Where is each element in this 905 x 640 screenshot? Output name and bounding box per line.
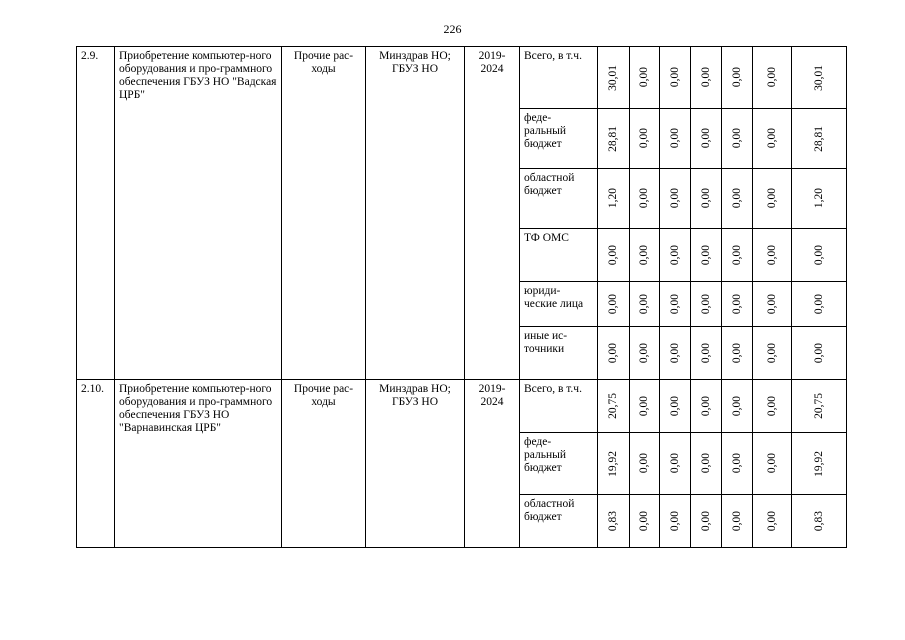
amount-cell <box>792 327 847 380</box>
amount-value: 0,00 <box>638 244 650 266</box>
amount-value: 0,00 <box>607 244 619 266</box>
amount-value: 0,83 <box>812 510 825 532</box>
amount-cell <box>660 169 691 229</box>
amount-value: 0,00 <box>699 244 712 266</box>
amount-cell <box>660 109 691 169</box>
amount-cell <box>792 495 847 548</box>
amount-cell <box>630 229 660 282</box>
amount-value: 0,00 <box>765 510 778 532</box>
amount-cell <box>722 169 753 229</box>
executor: Минздрав НО; ГБУЗ НО <box>366 380 465 548</box>
amount-cell <box>722 282 753 327</box>
amount-value: 0,00 <box>668 510 681 532</box>
page-number: 226 <box>443 22 462 36</box>
amount-cell <box>691 433 722 495</box>
amount-value: 0,00 <box>765 188 778 209</box>
amount-value: 0,00 <box>638 395 650 417</box>
amount-value: 0,00 <box>668 128 681 149</box>
amount-value: 0,00 <box>638 342 650 364</box>
amount-cell <box>792 47 847 109</box>
amount-value: 0,00 <box>699 510 712 532</box>
amount-cell <box>722 327 753 380</box>
amount-value: 0,00 <box>668 342 681 364</box>
amount-value: 0,00 <box>638 510 650 532</box>
item-name: Приобретение компьютер-ного оборудования и про-граммного обеспечения ГБУЗ НО "Вадская ЦРБ" <box>115 47 282 380</box>
amount-value: 0,00 <box>638 67 650 88</box>
amount-cell <box>792 229 847 282</box>
amount-value: 0,00 <box>699 188 712 209</box>
amount-value: 0,00 <box>765 293 778 315</box>
amount-cell <box>630 380 660 433</box>
amount-cell <box>753 495 792 548</box>
amount-cell <box>691 47 722 109</box>
amount-value: 0,00 <box>699 67 712 88</box>
amount-value: 0,00 <box>699 293 712 315</box>
amount-cell <box>660 282 691 327</box>
amount-cell <box>660 229 691 282</box>
amount-value: 0,00 <box>765 67 778 88</box>
funding-source-label: Всего, в т.ч. <box>520 47 598 109</box>
amount-value: 0,00 <box>607 342 619 364</box>
amount-value: 0,00 <box>668 244 681 266</box>
amount-value: 0,00 <box>668 395 681 417</box>
amount-cell <box>753 169 792 229</box>
table-row <box>77 47 847 109</box>
amount-value: 30,01 <box>607 64 619 91</box>
amount-cell <box>630 433 660 495</box>
funding-source-label: Всего, в т.ч. <box>520 380 598 433</box>
amount-cell <box>598 380 630 433</box>
item-number: 2.10. <box>77 380 115 548</box>
amount-value: 0,00 <box>730 67 743 88</box>
amount-value: 0,83 <box>607 510 619 532</box>
amount-value: 0,00 <box>765 342 778 364</box>
amount-value: 30,01 <box>812 64 825 91</box>
amount-cell <box>691 282 722 327</box>
amount-cell <box>630 169 660 229</box>
amount-value: 0,00 <box>730 395 743 417</box>
funding-source-label: феде-ральный бюджет <box>520 433 598 495</box>
period: 2019-2024 <box>465 47 520 380</box>
amount-cell <box>660 380 691 433</box>
amount-cell <box>753 47 792 109</box>
amount-value: 0,00 <box>730 342 743 364</box>
amount-cell <box>691 380 722 433</box>
amount-value: 0,00 <box>730 510 743 532</box>
amount-cell <box>792 109 847 169</box>
amount-value: 0,00 <box>699 128 712 149</box>
table-body <box>77 47 847 548</box>
amount-value: 0,00 <box>765 453 778 474</box>
amount-cell <box>630 282 660 327</box>
expense-type: Прочие рас-ходы <box>282 47 366 380</box>
amount-cell <box>691 327 722 380</box>
amount-cell <box>630 109 660 169</box>
amount-value: 1,20 <box>607 188 619 209</box>
amount-cell <box>691 495 722 548</box>
amount-value: 0,00 <box>668 188 681 209</box>
amount-cell <box>660 495 691 548</box>
amount-value: 0,00 <box>668 453 681 474</box>
amount-value: 0,00 <box>730 453 743 474</box>
amount-value: 19,92 <box>607 450 619 477</box>
amount-value: 20,75 <box>812 393 825 419</box>
amount-value: 0,00 <box>607 293 619 315</box>
funding-source-label: иные ис-точники <box>520 327 598 380</box>
amount-value: 0,00 <box>638 128 650 149</box>
amount-cell <box>598 327 630 380</box>
amount-cell <box>630 47 660 109</box>
amount-cell <box>660 47 691 109</box>
amount-cell <box>722 380 753 433</box>
amount-cell <box>753 109 792 169</box>
amount-value: 0,00 <box>812 244 825 266</box>
amount-cell <box>753 327 792 380</box>
funding-source-label: феде-ральный бюджет <box>520 109 598 169</box>
amount-cell <box>792 169 847 229</box>
amount-cell <box>753 380 792 433</box>
amount-value: 0,00 <box>812 342 825 364</box>
funding-source-label: ТФ ОМС <box>520 229 598 282</box>
expense-type: Прочие рас-ходы <box>282 380 366 548</box>
amount-value: 0,00 <box>668 67 681 88</box>
program-table <box>76 46 847 548</box>
amount-cell <box>598 433 630 495</box>
amount-value: 0,00 <box>699 395 712 417</box>
amount-value: 0,00 <box>638 188 650 209</box>
amount-value: 28,81 <box>812 125 825 152</box>
amount-value: 28,81 <box>607 125 619 152</box>
amount-value: 0,00 <box>638 293 650 315</box>
amount-value: 0,00 <box>730 128 743 149</box>
funding-source-label: юриди-ческие лица <box>520 282 598 327</box>
amount-value: 0,00 <box>765 395 778 417</box>
amount-cell <box>753 229 792 282</box>
amount-cell <box>598 47 630 109</box>
amount-value: 0,00 <box>730 244 743 266</box>
amount-value: 0,00 <box>765 128 778 149</box>
amount-cell <box>722 433 753 495</box>
amount-cell <box>722 495 753 548</box>
amount-value: 0,00 <box>699 453 712 474</box>
amount-cell <box>660 433 691 495</box>
amount-cell <box>691 169 722 229</box>
executor: Минздрав НО; ГБУЗ НО <box>366 47 465 380</box>
amount-cell <box>630 327 660 380</box>
item-name: Приобретение компьютер-ного оборудования и про-граммного обеспечения ГБУЗ НО "Варнавинская ЦРБ" <box>115 380 282 548</box>
amount-value: 19,92 <box>812 450 825 477</box>
amount-cell <box>753 282 792 327</box>
amount-cell <box>598 229 630 282</box>
amount-value: 20,75 <box>607 393 619 419</box>
amount-cell <box>691 229 722 282</box>
amount-cell <box>691 109 722 169</box>
amount-value: 0,00 <box>730 188 743 209</box>
amount-value: 0,00 <box>668 293 681 315</box>
amount-value: 0,00 <box>638 453 650 474</box>
amount-value: 0,00 <box>730 293 743 315</box>
amount-cell <box>792 380 847 433</box>
amount-value: 0,00 <box>699 342 712 364</box>
funding-source-label: областной бюджет <box>520 169 598 229</box>
amount-value: 0,00 <box>812 293 825 315</box>
amount-cell <box>598 169 630 229</box>
amount-cell <box>660 327 691 380</box>
table-row <box>77 380 847 433</box>
amount-cell <box>722 229 753 282</box>
amount-cell <box>630 495 660 548</box>
funding-source-label: областной бюджет <box>520 495 598 548</box>
amount-cell <box>598 495 630 548</box>
amount-value: 0,00 <box>765 244 778 266</box>
amount-cell <box>792 433 847 495</box>
item-number: 2.9. <box>77 47 115 380</box>
period: 2019-2024 <box>465 380 520 548</box>
amount-cell <box>722 109 753 169</box>
amount-cell <box>722 47 753 109</box>
amount-cell <box>598 282 630 327</box>
amount-cell <box>792 282 847 327</box>
amount-value: 1,20 <box>812 188 825 209</box>
amount-cell <box>598 109 630 169</box>
amount-cell <box>753 433 792 495</box>
